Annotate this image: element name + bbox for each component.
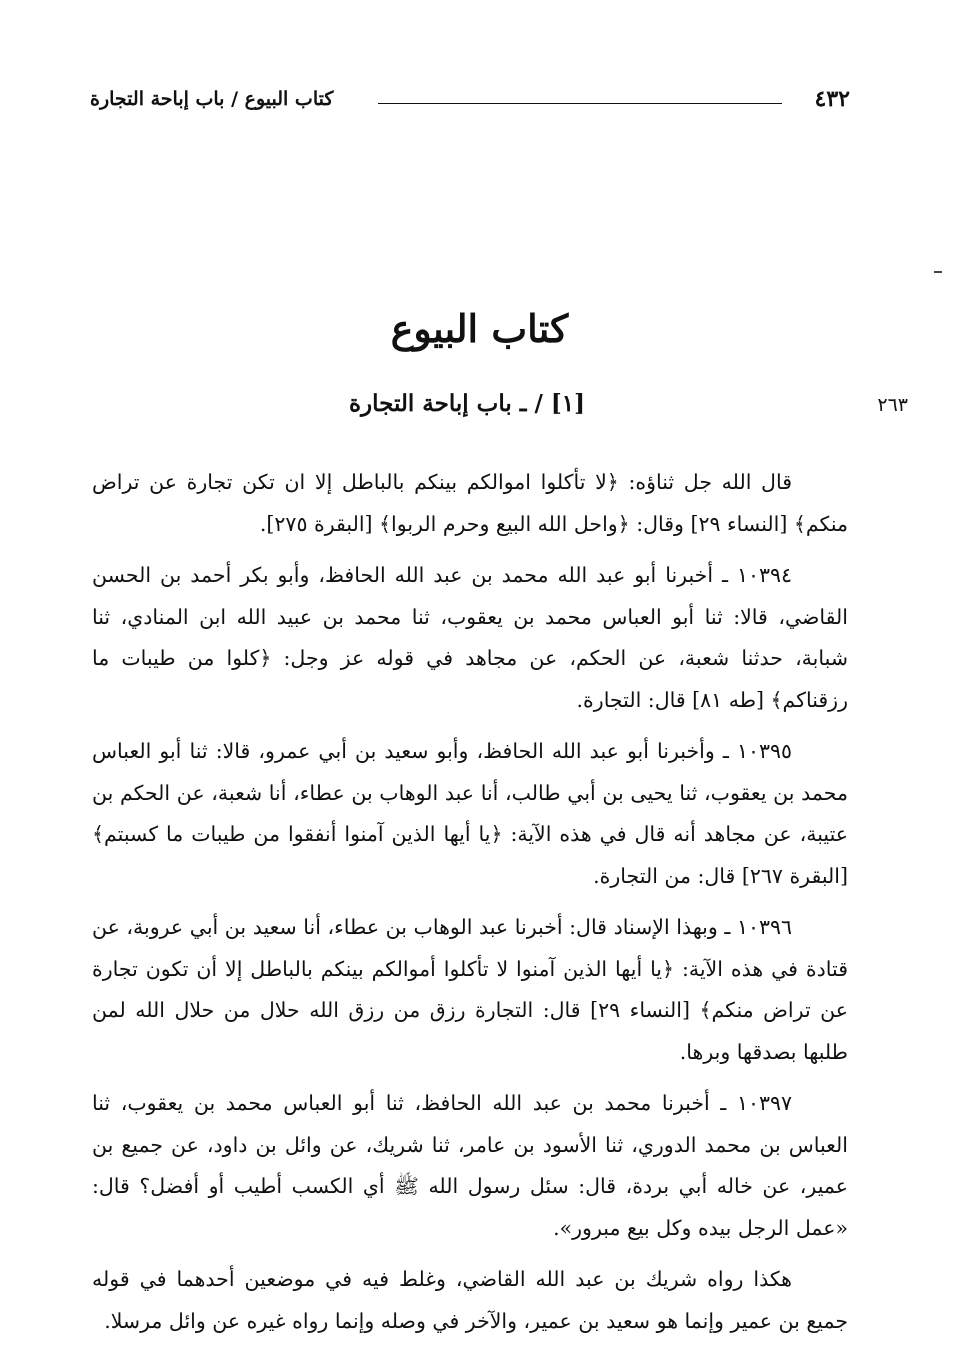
paragraph-hadith-10396: ١٠٣٩٦ ـ وبهذا الإسناد قال: أخبرنا عبد الوهاب بن عطاء، أنا سعيد بن أبي عروبة، عن قتادة في هذه الآية: ﴿يا أيها الذين آمنوا لا تأكلوا أموالكم بينكم بالباطل إلا أن تكون تجارة عن تراض منكم﴾ [النساء ٢٩] قال: التجارة رزق من رزق الله حلال من حلال الله لمن طلبها بصدقها وبرها. bbox=[92, 915, 849, 1064]
paragraph-hadith-10397: ١٠٣٩٧ ـ أخبرنا محمد بن عبد الله الحافظ، ثنا أبو العباس محمد بن يعقوب، ثنا العباس بن محمد الدوري، ثنا الأسود بن عامر، ثنا شريك، عن وائل بن داود، عن جميع بن عمير، عن خاله أبي بردة، قال: سئل رسول الله ﷺ أي الكسب أطيب أو أفضل؟ قال: «عمل الرجل بيده وكل بيع مبرور». bbox=[92, 1091, 848, 1240]
paragraph-intro: قال الله جل ثناؤه: ﴿لا تأكلوا اموالكم بينكم بالباطل إلا ان تكن تجارة عن تراض منكم﴾ [النساء ٢٩] وقال: ﴿واحل الله البيع وحرم الربوا﴾ [البقرة ٢٧٥]. bbox=[92, 470, 848, 536]
paragraph-hadith-10394: ١٠٣٩٤ ـ أخبرنا أبو عبد الله محمد بن عبد الله الحافظ، وأبو بكر أحمد بن الحسن القاضي، قالا: ثنا أبو العباس محمد بن يعقوب، ثنا محمد بن عبيد الله ابن المنادي، ثنا شبابة، حدثنا شعبة، عن الحكم، عن مجاهد في قوله عز وجل: ﴿كلوا من طيبات ما رزقناكم﴾ [طه ٨١] قال: التجارة. bbox=[92, 563, 848, 712]
scan-mark bbox=[934, 271, 942, 273]
chapter-title: [١] / ـ باب إباحة التجارة bbox=[348, 390, 586, 417]
chapter-heading bbox=[90, 384, 908, 424]
page-number: ٤٣٢ bbox=[814, 86, 850, 112]
book-title: كتاب البيوع bbox=[390, 306, 569, 352]
running-title: كتاب البيوع / باب إباحة التجارة bbox=[90, 88, 334, 110]
paragraph-hadith-10395: ١٠٣٩٥ ـ وأخبرنا أبو عبد الله الحافظ، وأبو سعيد بن أبي عمرو، قالا: ثنا أبو العباس محمد بن يعقوب، ثنا يحيى بن أبي طالب، أنا عبد الوهاب بن عطاء، أنا شعبة، عن الحكم بن عتيبة، عن مجاهد أنه قال في هذه الآية: ﴿يا أيها الذين آمنوا أنفقوا من طيبات ما كسبتم﴾ [البقرة ٢٦٧] قال: من التجارة. bbox=[92, 739, 848, 888]
page-body bbox=[92, 462, 848, 1352]
margin-reference-number: ٢٦٣ bbox=[877, 394, 908, 416]
header-rule bbox=[378, 103, 782, 104]
paragraph-commentary: هكذا رواه شريك بن عبد الله القاضي، وغلط فيه في موضعين أحدهما في قوله جميع بن عمير وإنما هو سعيد بن عمير، والآخر في وصله وإنما رواه غيره عن وائل مرسلا. bbox=[92, 1267, 848, 1333]
running-header bbox=[90, 84, 850, 114]
